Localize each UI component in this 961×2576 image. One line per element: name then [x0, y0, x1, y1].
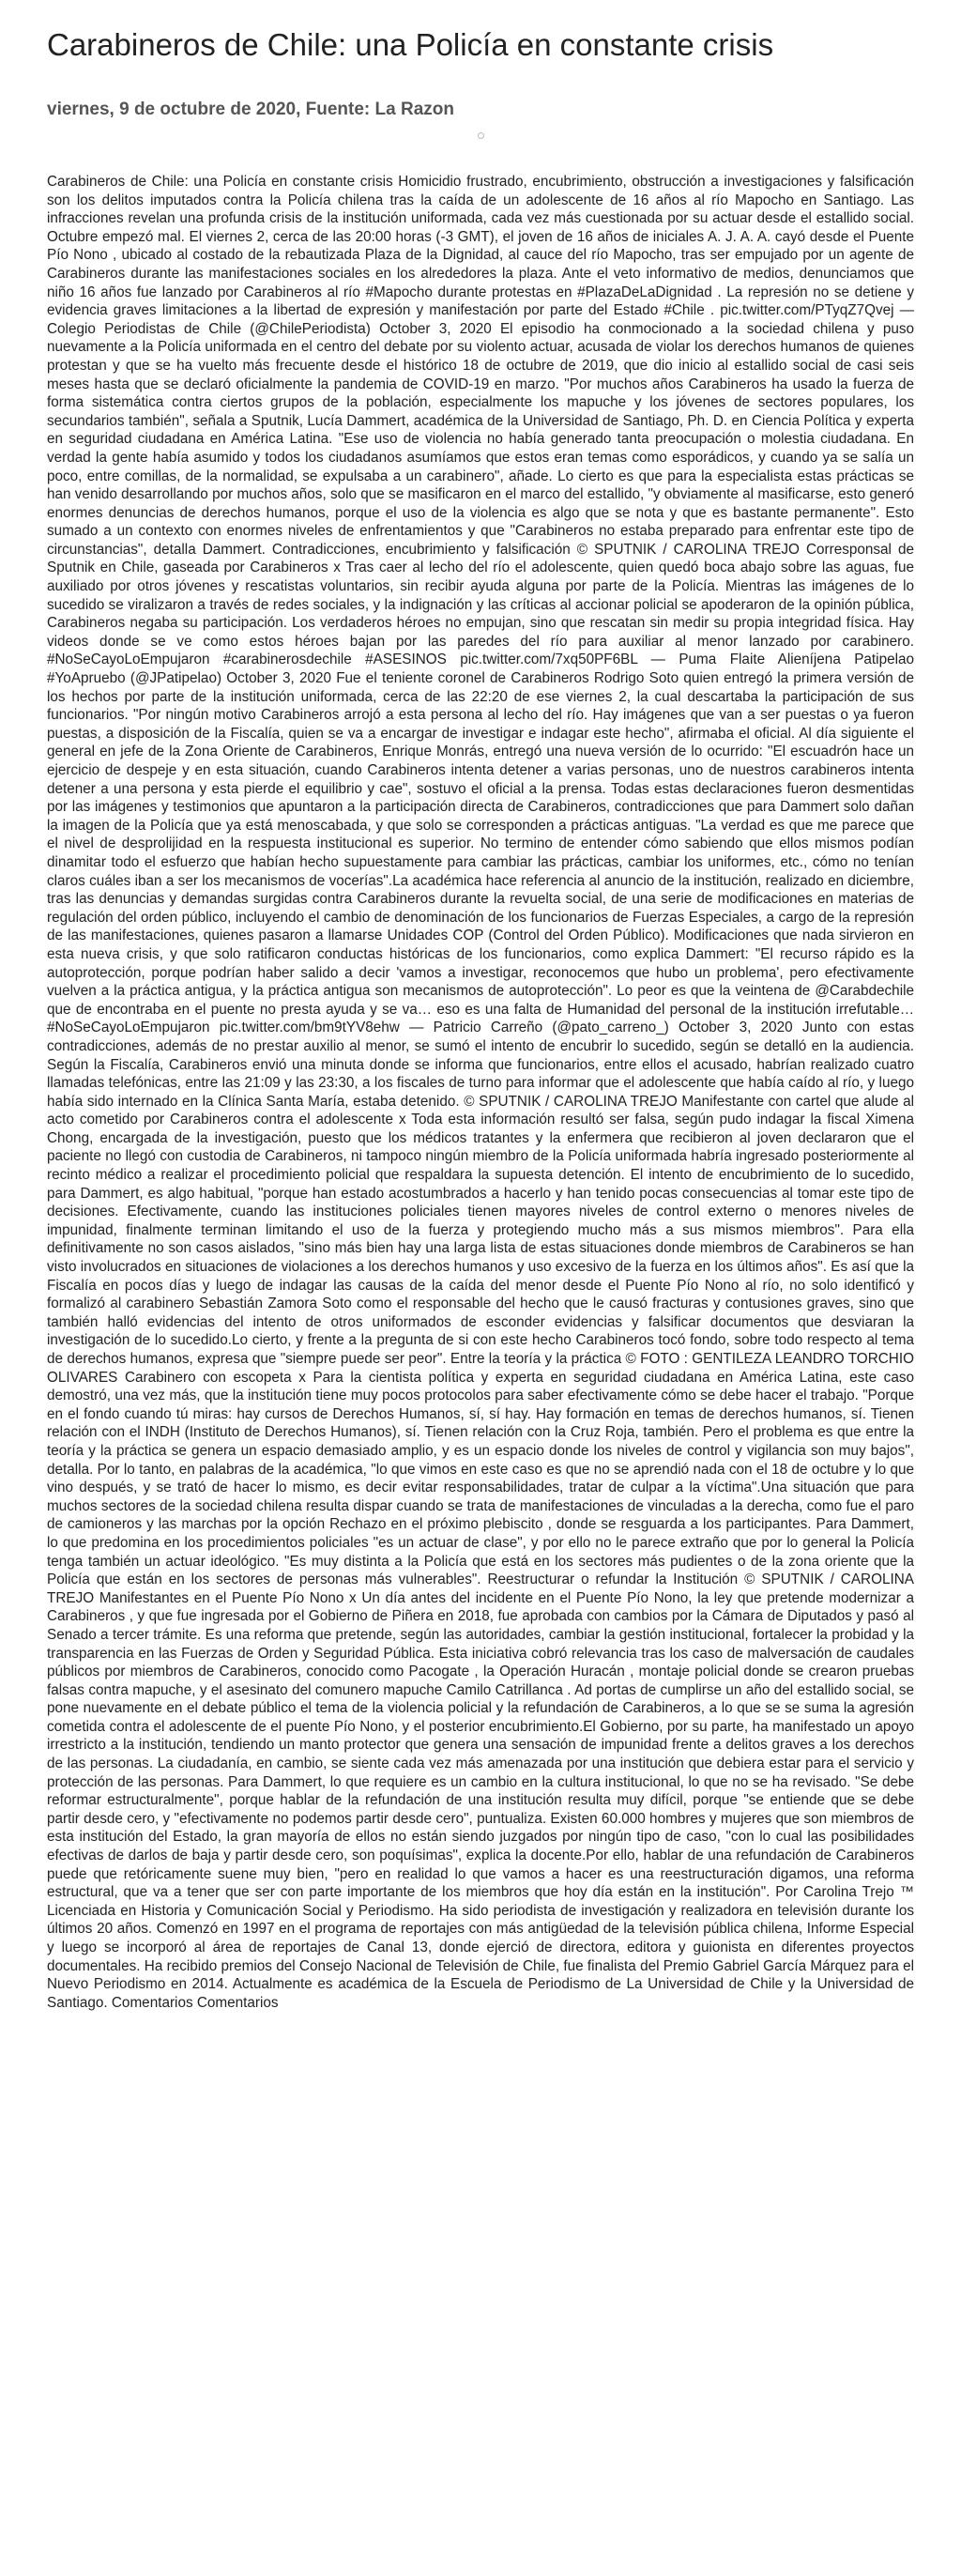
- article-date-source: viernes, 9 de octubre de 2020, Fuente: La Razon: [47, 100, 454, 119]
- article-image-placeholder: [47, 130, 914, 143]
- image-placeholder-icon: [478, 132, 484, 139]
- article-title: Carabineros de Chile: una Policía en constante crisis: [47, 27, 774, 62]
- article-body: Carabineros de Chile: una Policía en constante crisis Homicidio frustrado, encubrimiento, obstrucción a investigaciones y falsificación son los delitos imputados contra la Policía chilena tras la caída de un adolescente de 16 años al río Mapocho en Santiago. Las infracciones revelan una profunda crisis de la institución uniformada, cada vez más cuestionada por su actuar desde el estallido social. Octubre empezó mal. El viernes 2, cerca de las 20:00 horas (-3 GMT), el joven de 16 años de iniciales A. J. A. A. cayó desde el Puente Pío Nono , ubicado al costado de la rebautizada Plaza de la Dignidad, al cauce del río Mapocho, tras ser empujado por un agente de Carabineros durante las manifestaciones sociales en los alrededores la plaza. Ante el veto informativo de medios, denunciamos que niño 16 años fue lanzado por Carabineros al río #Mapocho durante protestas en #PlazaDeLaDignidad . La represión no se detiene y evidencia graves limitaciones a la libertad de expresión y manifestación por parte del Estado #Chile . pic.twitter.com/PTyqZ7Qvej — Colegio Periodistas de Chile (@ChilePeriodista) October 3, 2020 El episodio ha conmocionado a la sociedad chilena y puso nuevamente a la Policía uniformada en el centro del debate por su violento actuar, acusada de violar los derechos humanos de quienes protestan y que se ha vuelto más frecuente desde el histórico 18 de octubre de 2019, que dio inicio al estallido social de casi seis meses hasta que se declaró oficialmente la pandemia de COVID-19 en marzo. "Por muchos años Carabineros ha usado la fuerza de forma sistemática contra ciertos grupos de la población, especialmente los mapuche y los jóvenes de sectores populares, los secundarios también", señala a Sputnik, Lucía Dammert, académica de la Universidad de Santiago, Ph. D. en Ciencia Política y experta en seguridad ciudadana en América Latina. "Ese uso de violencia no había generado tanta preocupación o molestia ciudadana. En verdad la gente había asumido y todos los ciudadanos asumíamos que estos eran temas como esporádicos, y cuando ya se salía un poco, entre comillas, de la normalidad, se expulsaba a un carabinero", añade. Lo cierto es que para la especialista estas prácticas se han venido desarrollando por muchos años, solo que se masificaron en el marco del estallido, "y obviamente al masificarse, esto generó enormes denuncias de derechos humanos, porque el uso de la violencia es algo que se nota y que es bastante permanente". Esto sumado a un contexto con enormes niveles de enfrentamientos y que "Carabineros no estaba preparado para enfrentar este tipo de circunstancias", detalla Dammert. Contradicciones, encubrimiento y falsificación © SPUTNIK / CAROLINA TREJO Corresponsal de Sputnik en Chile, gaseada por Carabineros x Tras caer al lecho del río el adolescente, quien quedó boca abajo sobre las aguas, fue auxiliado por otros jóvenes y rescatistas voluntarios, sin recibir ayuda alguna por parte de la Policía. Mientras las imágenes de lo sucedido se viralizaron a través de redes sociales, y la indignación y las críticas al accionar policial se apoderaron de la opinión pública, Carabineros negaba su participación. Los verdaderos héroes no empujan, sino que rescatan sin medir su propia integridad física. Hay videos donde se ve como estos héroes bajan por las paredes del río para auxiliar al menor lanzado por carabinero. #NoSeCayoLoEmpujaron #carabinerosdechile #ASESINOS pic.twitter.com/7xq50PF6BL — Puma Flaite Alieníjena Patipelao #YoApruebo (@JPatipelao) October 3, 2020 Fue el teniente coronel de Carabineros Rodrigo Soto quien entregó la primera versión de los hechos por parte de la institución uniformada, cerca de las 22:20 de ese viernes 2, la cual descartaba la participación de sus funcionarios. "Por ningún motivo Carabineros arrojó a esta persona al lecho del río. Hay imágenes que van a ser puestas o ya fueron puestas, a disposición de la Fiscalía, quien se va a encargar de investigar e indagar este hecho", afirmaba el oficial. Al día siguiente el general en jefe de la Zona Oriente de Carabineros, Enrique Monrás, entregó una nueva versión de lo ocurrido: "El escuadrón hace un ejercicio de despeje y en esta situación, cuando Carabineros intenta detener a varias personas, uno de nuestros carabineros intenta detener a una persona y esta pierde el equilibrio y cae", sostuvo el oficial a la prensa. Todas estas declaraciones fueron desmentidas por las imágenes y testimonios que apuntaron a la participación directa de Carabineros, contradicciones que para Dammert solo dañan la imagen de la Policía que ya está menoscabada, y que solo se corresponden a prácticas antiguas. "La verdad es que me parece que el nivel de desprolijidad en la respuesta institucional es superior. No termino de entender cómo sabiendo que ellos mismos podían dinamitar todo el esfuerzo que habían hecho supuestamente para cambiar las prácticas, cambiar los uniformes, etc., cómo no tenían claros cuáles iban a ser los mecanismos de vocerías".La académica hace referencia al anuncio de la institución, realizado en diciembre, tras las denuncias y demandas surgidas contra Carabineros durante la revuelta social, de una serie de modificaciones en materias de regulación del orden público, incluyendo el cambio de denominación de los funcionarios de Fuerzas Especiales, a cargo de la represión de las manifestaciones, quienes pasaron a llamarse Unidades COP (Control del Orden Público). Modificaciones que nada sirvieron en esta nueva crisis, y que solo ratificaron conductas históricas de los funcionarios, como explica Dammert: "El recurso rápido es la autoprotección, porque podrían haber salido a decir 'vamos a investigar, reconocemos que hubo un problema', pero efectivamente vuelven a la práctica antigua, y la práctica antigua son mecanismos de autoprotección". Lo peor es que la veintena de @Carabdechile que de encontraba en el puente no presta ayuda y se va… eso es una falta de Humanidad del personal de la institución irrefutable… #NoSeCayoLoEmpujaron pic.twitter.com/bm9tYV8ehw — Patricio Carreño (@pato_carreno_) October 3, 2020 Junto con estas contradicciones, además de no prestar auxilio al menor, se sumó el intento de encubrir lo sucedido, según se detalló en la audiencia. Según la Fiscalía, Carabineros envió una minuta donde se informa que funcionarios, entre ellos el acusado, habrían realizado cuatro llamadas telefónicas, entre las 21:09 y las 23:30, a los fiscales de turno para informar que el adolescente que había caído al río, y luego había sido internado en la Clínica Santa María, estaba detenido. © SPUTNIK / CAROLINA TREJO Manifestante con cartel que alude al acto cometido por Carabineros contra el adolescente x Toda esta información resultó ser falsa, según pudo indagar la fiscal Ximena Chong, encargada de la investigación, puesto que los médicos tratantes y la enfermera que recibieron al joven declararon que el paciente no llegó con custodia de Carabineros, ni tampoco ningún miembro de la Policía uniformada habría ingresado posteriormente al recinto médico a realizar el procedimiento policial que respaldara la supuesta detención. El intento de encubrimiento de lo sucedido, para Dammert, es algo habitual, "porque han estado acostumbrados a hacerlo y han tenido pocas consecuencias al tomar este tipo de decisiones. Efectivamente, cuando las instituciones policiales tienen mayores niveles de control externo o menores niveles de impunidad, finalmente terminan limitando el uso de la fuerza y protegiendo mucho más a sus mismos miembros". Para ella definitivamente no son casos aislados, "sino más bien hay una larga lista de estas situaciones donde miembros de Carabineros se han visto involucrados en situaciones de violaciones a los derechos humanos y uso excesivo de la fuerza en los últimos años". Es así que la Fiscalía en pocos días y luego de indagar las causas de la caída del menor desde el Puente Pío Nono al río, no solo identificó y formalizó al carabinero Sebastián Zamora Soto como el responsable del hecho que le causó fracturas y contusiones graves, sino que también halló evidencias del intento de otros uniformados de esconder evidencias y falsificar documentos que desviaran la investigación de lo sucedido.Lo cierto, y frente a la pregunta de si con este hecho Carabineros tocó fondo, sobre todo respecto al tema de derechos humanos, expresa que "siempre puede ser peor". Entre la teoría y la práctica © FOTO : GENTILEZA LEANDRO TORCHIO OLIVARES Carabinero con escopeta x Para la cientista política y experta en seguridad ciudadana en América Latina, este caso demostró, una vez más, que la institución tiene muy pocos protocolos para saber efectivamente cómo se debe hacer el trabajo. "Porque en el fondo cuando tú miras: hay cursos de Derechos Humanos, sí, sí hay. Hay formación en temas de derechos humanos, sí. Tienen relación con el INDH (Instituto de Derechos Humanos), sí. Tienen relación con la Cruz Roja, también. Pero el problema es que entre la teoría y la práctica se genera un espacio demasiado amplio, y es un espacio donde los niveles de control y vigilancia son muy bajos", detalla. Por lo tanto, en palabras de la académica, "lo que vimos en este caso es que no se aprendió nada con el 18 de octubre y lo que vino después, y se trató de hacer lo mismo, es decir evitar responsabilidades, tratar de culpar a la víctima".Una situación que para muchos sectores de la sociedad chilena resulta dispar cuando se trata de manifestaciones de vinculadas a la derecha, como fue el paro de camioneros y las marchas por la opción Rechazo en el próximo plebiscito , donde se resguarda a los participantes. Para Dammert, lo que predomina en los procedimientos policiales "es un actuar de clase", y por ello no le parece extraño que por lo general la Policía tenga también un actuar ideológico. "Es muy distinta a la Policía que está en los sectores más pudientes o de la zona oriente que la Policía que están en los sectores de personas más vulnerables". Reestructurar o refundar la Institución © SPUTNIK / CAROLINA TREJO Manifestantes en el Puente Pío Nono x Un día antes del incidente en el Puente Pío Nono, la ley que pretende modernizar a Carabineros , y que fue ingresada por el Gobierno de Piñera en 2018, fue aprobada con cambios por la Cámara de Diputados y pasó al Senado a tercer trámite. Es una reforma que pretende, según las autoridades, cambiar la gestión institucional, fortalecer la probidad y la transparencia en las Fuerzas de Orden y Seguridad Pública. Esta iniciativa cobró relevancia tras los caso de malversación de caudales públicos por miembros de Carabineros, conocido como Pacogate , la Operación Huracán , montaje policial donde se crearon pruebas falsas contra mapuche, y el asesinato del comunero mapuche Camilo Catrillanca . Ad portas de cumplirse un año del estallido social, se pone nuevamente en el debate público el tema de la violencia policial y la refundación de Carabineros, a lo que se se suma la agresión cometida contra el adolescente de el puente Pío Nono, y el posterior encubrimiento.El Gobierno, por su parte, ha manifestado un apoyo irrestricto a la institución, tendiendo un manto protector que genera una sensación de impunidad frente a delitos graves a los derechos de las personas. La ciudadanía, en cambio, se siente cada vez más amenazada por una institución que debiera estar para el servicio y protección de las personas. Para Dammert, lo que requiere es un cambio en la cultura institucional, lo que no se ha revisado. "Se debe reformar estructuralmente", porque hablar de la refundación de una institución resulta muy difícil, porque "se entiende que se debe partir desde cero, y "efectivamente no podemos partir desde cero", puntualiza. Existen 60.000 hombres y mujeres que son miembros de esta institución del Estado, la gran mayoría de ellos no están siendo juzgados por ningún tipo de caso, "con lo cual las posibilidades efectivas de darlos de baja y partir desde cero, son poquísimas", explica la docente.Por ello, hablar de una refundación de Carabineros puede que retóricamente suene muy bien, "pero en realidad lo que vamos a hacer es una reestructuración digamos, una reforma estructural, que va a tener que ser con parte importante de los miembros que hoy día están en la institución". Por Carolina Trejo ™ Licenciada en Historia y Comunicación Social y Periodismo. Ha sido periodista de investigación y realizadora en televisión durante los últimos 20 años. Comenzó en 1997 en el programa de reportajes con más antigüedad de la televisión pública chilena, Informe Especial y luego se incorporó al área de reportajes de Canal 13, donde ejerció de directora, editora y guionista en diferentes proyectos documentales. Ha recibido premios del Consejo Nacional de Televisión de Chile, fue finalista del Premio Gabriel García Márquez para el Nuevo Periodismo en 2014. Actualmente es académica de la Escuela de Periodismo de La Universidad de Chile y la Universidad de Santiago. Comentarios Comentarios: [47, 174, 914, 2011]
